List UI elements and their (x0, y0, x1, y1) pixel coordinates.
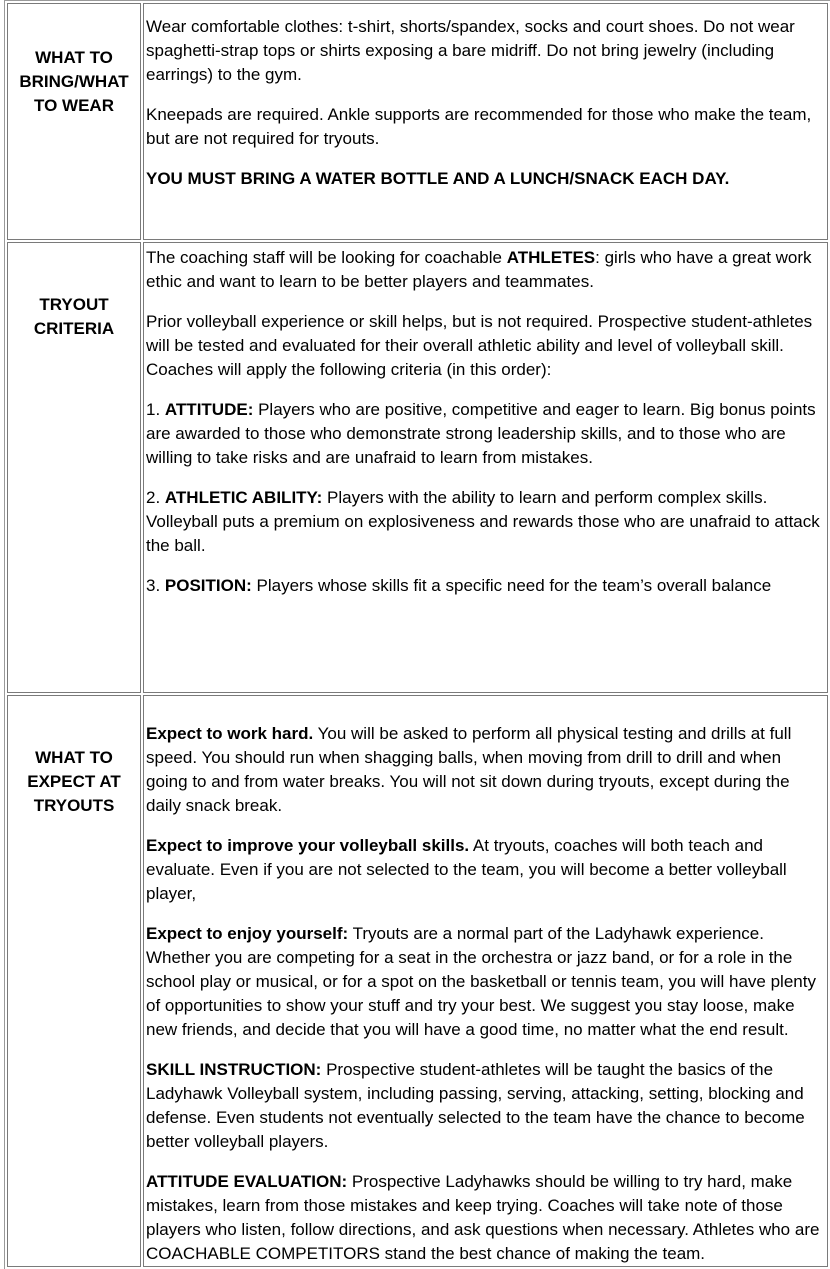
item-text: Players who are positive, competitive and eager to learn. Big bonus points are awarded to those who demonstrate strong leadership skills, and to those who are willing to take risks and are unafraid to learn from mistakes. (146, 400, 816, 467)
paragraph-coachable-athletes (146, 246, 827, 294)
paragraph-prior-experience: Prior volleyball experience or skill helps, but is not required. Prospective student-athletes will be tested and evaluated for their overall athletic ability and level of volleyball skill. Coaches will apply the following criteria (in this order): (146, 312, 813, 379)
water-bottle-notice: YOU MUST BRING A WATER BOTTLE AND A LUNCH/SNACK EACH DAY. (146, 169, 730, 188)
paragraph-heading: Expect to work hard. (146, 724, 314, 743)
item-text: Players whose skills fit a specific need for the team’s overall balance (251, 576, 772, 595)
item-heading: ATTITUDE: (164, 400, 254, 419)
section-label-what-to-bring (7, 3, 141, 240)
paragraph-heading: Expect to improve your volleyball skills. (146, 836, 470, 855)
section-label-tryout-criteria (7, 242, 141, 693)
paragraph-heading: ATTITUDE EVALUATION: (146, 1172, 348, 1191)
label-line: TRYOUTS (33, 796, 115, 815)
paragraph-work-hard (146, 722, 827, 818)
section-row-tryout-criteria (7, 242, 828, 693)
paragraph-text: Prospective Ladyhawks should be willing to try hard, make mistakes, learn from those mistakes and keep trying. Coaches will take note of those players who listen, follow directions, and ask questions when necessary. Athletes who are COACHABLE COMPETITORS stand the best chance of making the team. (146, 1172, 820, 1263)
section-row-what-to-expect (7, 695, 828, 1267)
label-line: WHAT TO (35, 748, 113, 767)
label-line: CRITERIA (33, 319, 115, 338)
criteria-item-attitude (146, 398, 827, 470)
paragraph-improve-skills (146, 834, 827, 906)
paragraph-heading: SKILL INSTRUCTION: (146, 1060, 322, 1079)
label-line: TRYOUT (39, 295, 109, 314)
criteria-item-athletic-ability (146, 486, 827, 558)
label-line: WHAT TO (35, 48, 113, 67)
paragraph-enjoy-yourself (146, 922, 827, 1042)
paragraph-text: You will be asked to perform all physical testing and drills at full speed. You should run when shagging balls, when moving from drill to drill and when going to and from water breaks. You will not sit down during tryouts, except during the daily snack break. (146, 724, 792, 815)
paragraph-attitude-evaluation (146, 1170, 827, 1266)
section-label-what-to-expect (7, 695, 141, 1267)
text-run: : girls who have a great work ethic and want to learn to be better players and teammates. (146, 248, 812, 291)
text-run: The coaching staff will be looking for coachable (146, 248, 507, 267)
section-content-tryout-criteria (143, 242, 828, 693)
paragraph-water-bottle (146, 167, 827, 191)
label-line: BRING/WHAT (19, 72, 129, 91)
item-number: 2. (146, 488, 165, 507)
paragraph-skill-instruction (146, 1058, 827, 1154)
section-content-what-to-bring (143, 3, 828, 240)
item-text: Players with the ability to learn and perform complex skills. Volleyball puts a premium on explosiveness and rewards those who are unafraid to attack the ball. (146, 488, 820, 555)
item-number: 1. (146, 400, 165, 419)
athletes-emphasis: ATHLETES (506, 248, 596, 267)
paragraph-text: Tryouts are a normal part of the Ladyhawk experience. Whether you are competing for a seat in the orchestra or jazz band, or for a role in the school play or musical, or for a spot on the basketball or tennis team, you will have plenty of opportunities to show your stuff and try your best. We suggest you stay loose, make new friends, and decide that you will have a good time, no matter what the end result. (146, 924, 816, 1039)
paragraph-text: Prospective student-athletes will be taught the basics of the Ladyhawk Volleyball system, including passing, serving, attacking, setting, blocking and defense. Even students not eventually selected to the team have the chance to become better volleyball players. (146, 1060, 805, 1151)
section-row-what-to-bring (7, 3, 828, 240)
label-line: TO WEAR (34, 96, 114, 115)
section-content-what-to-expect (143, 695, 828, 1267)
paragraph-text: At tryouts, coaches will both teach and evaluate. Even if you are not selected to the team, you will become a better volleyball player, (146, 836, 787, 903)
item-heading: ATHLETIC ABILITY: (164, 488, 323, 507)
paragraph-kneepads: Kneepads are required. Ankle supports are recommended for those who make the team, but are not required for tryouts. (146, 105, 812, 148)
tryout-info-table (4, 0, 830, 1269)
item-heading: POSITION: (164, 576, 252, 595)
criteria-item-position (146, 574, 827, 598)
paragraph-heading: Expect to enjoy yourself: (146, 924, 349, 943)
item-number: 3. (146, 576, 165, 595)
label-line: EXPECT AT (27, 772, 121, 791)
paragraph-clothing: Wear comfortable clothes: t-shirt, shorts/spandex, socks and court shoes. Do not wear spaghetti-strap tops or shirts exposing a bare midriff. Do not bring jewelry (including earrings) to the gym. (146, 17, 795, 84)
